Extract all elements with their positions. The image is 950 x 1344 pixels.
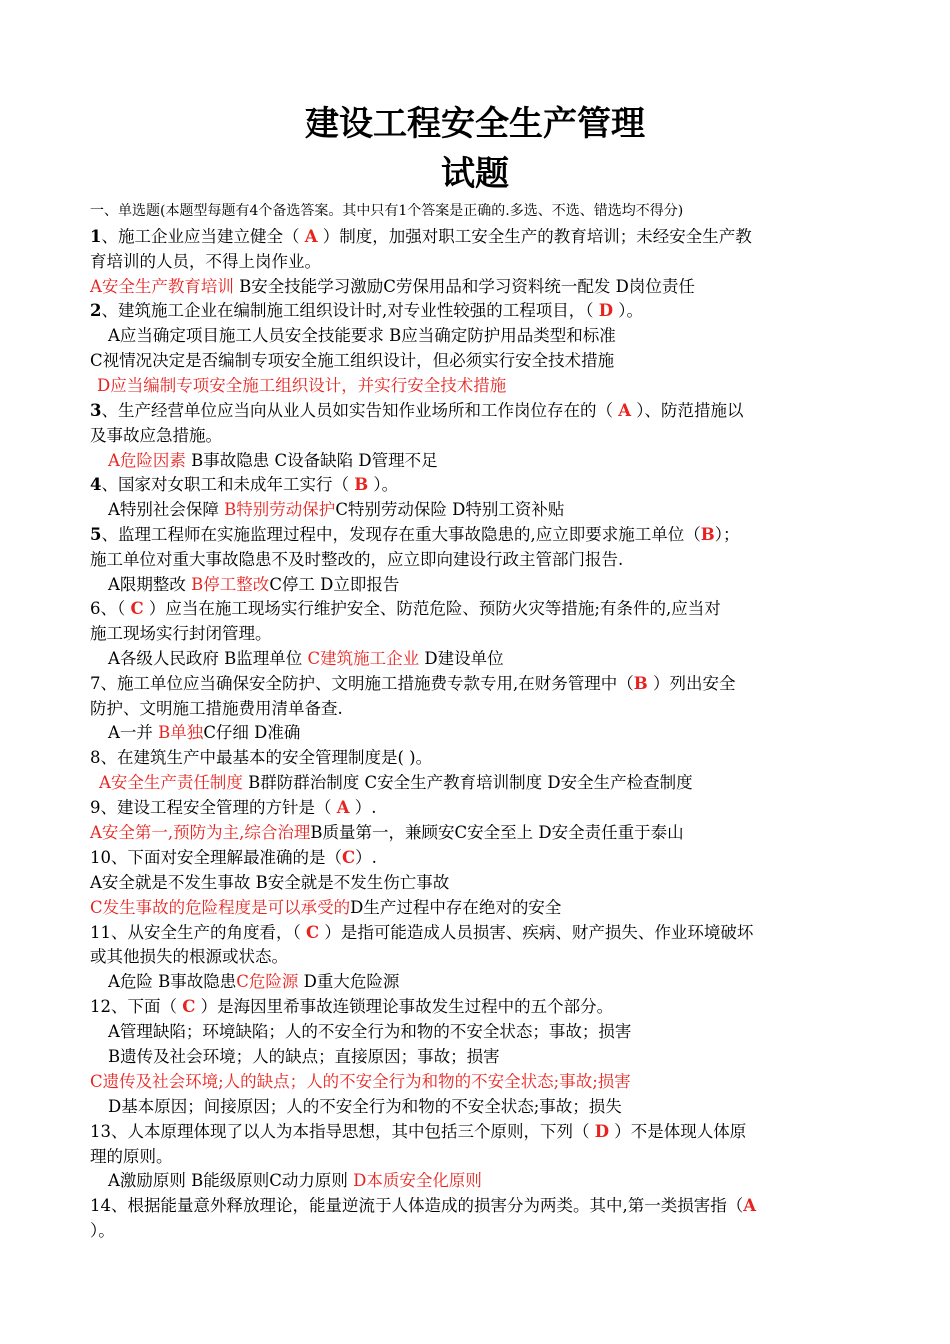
question-11-cont: 或其他损失的根源或状态。 — [90, 947, 288, 966]
question-13-options: A激励原则 B能级原则C动力原则 D本质安全化原则 — [108, 1171, 482, 1190]
question-7-cont: 防护、文明施工措施费用清单备查. — [90, 699, 343, 718]
question-11-options: A危险 B事故隐患C危险源 D重大危险源 — [108, 972, 400, 991]
question-8-options: A安全生产责任制度 B群防群治制度 C安全生产教育培训制度 D安全生产检查制度 — [99, 773, 693, 792]
question-12-option-d: D基本原因；间接原因；人的不安全行为和物的不安全状态;事故；损失 — [108, 1097, 622, 1116]
question-13-cont: 理的原则。 — [90, 1147, 173, 1166]
question-3-cont: 及事故应急措施。 — [90, 426, 222, 445]
question-4: 4、国家对女职工和未成年工实行（ B ）。 — [90, 475, 399, 494]
correct-option: A危险因素 — [108, 451, 186, 470]
question-6-options: A各级人民政府 B监理单位 C建筑施工企业 D建设单位 — [108, 649, 504, 668]
question-7: 7、施工单位应当确保安全防护、文明施工措施费专款专用,在财务管理中（B ）列出安全 — [90, 674, 736, 693]
question-1-cont: 育培训的人员，不得上岗作业。 — [90, 252, 321, 271]
question-8: 8、在建筑生产中最基本的安全管理制度是( )。 — [90, 748, 433, 767]
question-7-options: A一并 B单独C仔细 D准确 — [108, 723, 301, 742]
question-13: 13、人本原理体现了以人为本指导思想，其中包括三个原则，下列（ D ）不是体现人体原 — [90, 1122, 747, 1141]
correct-option: D应当编制专项安全施工组织设计，并实行安全技术措施 — [97, 376, 507, 395]
correct-option: A安全生产教育培训 — [90, 277, 234, 296]
question-3-options: A危险因素 B事故隐患 C设备缺陷 D管理不足 — [108, 451, 438, 470]
question-10-option-ab: A安全就是不发生事故 B安全就是不发生伤亡事故 — [90, 873, 450, 892]
correct-option: B特别劳动保护 — [224, 500, 336, 519]
question-5: 5、监理工程师在实施监理过程中，发现存在重大事故隐患的,应立即要求施工单位（B）； — [90, 525, 740, 544]
correct-option: C遗传及社会环境;人的缺点；人的不安全行为和物的不安全状态;事故;损害 — [90, 1072, 631, 1091]
correct-option: C危险源 — [236, 972, 299, 991]
question-5-options: A限期整改 B停工整改C停工 D立即报告 — [108, 575, 400, 594]
question-11: 11、从安全生产的角度看，（ C ）是指可能造成人员损害、疾病、财产损失、作业环境破坏 — [90, 923, 754, 942]
document-title: 建设工程安全生产管理 — [305, 104, 645, 144]
question-6: 6、（ C ）应当在施工现场实行维护安全、防范危险、预防火灾等措施;有条件的,应当对 — [90, 599, 721, 618]
question-5-cont: 施工单位对重大事故隐患不及时整改的，应立即向建设行政主管部门报告. — [90, 550, 624, 569]
question-9: 9、建设工程安全管理的方针是（ A ）. — [90, 798, 377, 817]
correct-option: D本质安全化原则 — [353, 1171, 482, 1190]
question-14: 14、根据能量意外释放理论，能量逆流于人体造成的损害分为两类。其中,第一类损害指（A — [90, 1196, 757, 1215]
correct-option: C建筑施工企业 — [307, 649, 420, 668]
question-12-option-a: A管理缺陷；环境缺陷；人的不安全行为和物的不安全状态；事故；损害 — [108, 1022, 632, 1041]
question-2: 2、建筑施工企业在编制施工组织设计时,对专业性较强的工程项目，（ D ）。 — [90, 301, 644, 320]
question-2-option-c: C视情况决定是否编制专项安全施工组织设计，但必须实行安全技术措施 — [90, 351, 615, 370]
document-subtitle: 试题 — [441, 154, 509, 194]
question-12: 12、下面（ C ）是海因里希事故连锁理论事故发生过程中的五个部分。 — [90, 997, 614, 1016]
question-9-options: A安全第一,预防为主,综合治理B质量第一，兼顾安C安全至上 D安全责任重于泰山 — [90, 823, 684, 842]
section-heading: 一、单选题(本题型每题有4个备选答案。其中只有1个答案是正确的.多选、不选、错选均不得分) — [90, 203, 684, 219]
question-4-options: A特别社会保障 B特别劳动保护C特别劳动保险 D特别工资补贴 — [108, 500, 565, 519]
question-6-cont: 施工现场实行封闭管理。 — [90, 624, 272, 643]
correct-option: B停工整改 — [191, 575, 270, 594]
question-1-options: A安全生产教育培训 B安全技能学习激励C劳保用品和学习资料统一配发 D岗位责任 — [90, 277, 695, 296]
question-14-cont: ）。 — [90, 1221, 115, 1240]
correct-option: A安全第一,预防为主,综合治理 — [90, 823, 311, 842]
question-12-option-b: B遗传及社会环境；人的缺点；直接原因；事故；损害 — [108, 1047, 500, 1066]
question-2-option-ab: A应当确定项目施工人员安全技能要求 B应当确定防护用品类型和标准 — [108, 326, 616, 345]
question-10: 10、下面对安全理解最准确的是（C）. — [90, 848, 377, 867]
correct-option: A安全生产责任制度 — [99, 773, 243, 792]
correct-option: C发生事故的危险程度是可以承受的 — [90, 898, 351, 917]
correct-option: B单独 — [158, 723, 204, 742]
question-10-option-cd: C发生事故的危险程度是可以承受的D生产过程中存在绝对的安全 — [90, 898, 562, 917]
question-1: 1、施工企业应当建立健全（ A ）制度，加强对职工安全生产的教育培训；未经安全生产教 — [90, 227, 752, 246]
question-3: 3、生产经营单位应当向从业人员如实告知作业场所和工作岗位存在的（ A ）、防范措施以 — [90, 401, 744, 420]
